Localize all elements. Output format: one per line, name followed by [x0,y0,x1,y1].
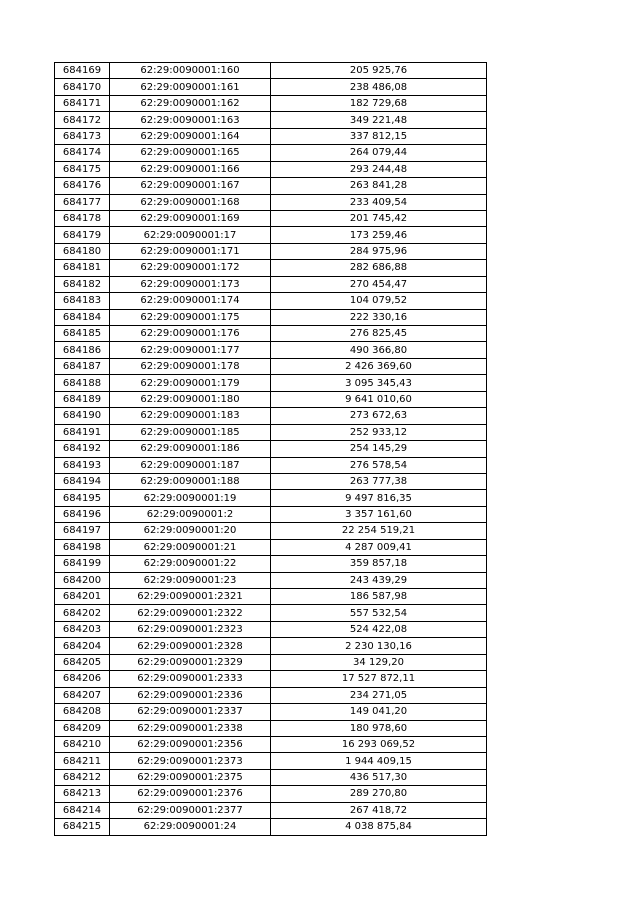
cadastral-number-cell: 62:29:0090001:2328 [110,638,271,654]
table-row [55,128,487,144]
row-number-cell: 684174 [55,145,110,161]
cadastral-number-cell: 62:29:0090001:165 [110,145,271,161]
cadastral-number-cell: 62:29:0090001:177 [110,342,271,358]
row-number-cell: 684212 [55,769,110,785]
row-number-cell: 684180 [55,243,110,259]
cadastral-number-cell: 62:29:0090001:176 [110,326,271,342]
cadastral-value-cell: 182 729,68 [271,95,487,111]
row-number-cell: 684210 [55,736,110,752]
table-row [55,786,487,802]
cadastral-value-cell: 205 925,76 [271,63,487,79]
cadastral-value-cell: 337 812,15 [271,128,487,144]
cadastral-number-cell: 62:29:0090001:180 [110,391,271,407]
table-row [55,523,487,539]
cadastral-value-cell: 149 041,20 [271,704,487,720]
cadastral-value-cell: 252 933,12 [271,424,487,440]
row-number-cell: 684169 [55,63,110,79]
cadastral-number-cell: 62:29:0090001:174 [110,293,271,309]
table-row [55,589,487,605]
cadastral-number-cell: 62:29:0090001:185 [110,424,271,440]
cadastral-value-cell: 201 745,42 [271,210,487,226]
row-number-cell: 684209 [55,720,110,736]
row-number-cell: 684201 [55,589,110,605]
table-row [55,194,487,210]
row-number-cell: 684189 [55,391,110,407]
cadastral-number-cell: 62:29:0090001:2375 [110,769,271,785]
cadastral-number-cell: 62:29:0090001:168 [110,194,271,210]
row-number-cell: 684191 [55,424,110,440]
cadastral-number-cell: 62:29:0090001:2336 [110,687,271,703]
cadastral-value-cell: 557 532,54 [271,605,487,621]
cadastral-value-table [54,62,487,836]
table-row [55,704,487,720]
table-row [55,408,487,424]
cadastral-number-cell: 62:29:0090001:167 [110,178,271,194]
cadastral-value-cell: 104 079,52 [271,293,487,309]
cadastral-value-cell: 276 578,54 [271,457,487,473]
cadastral-value-cell: 276 825,45 [271,326,487,342]
cadastral-value-cell: 186 587,98 [271,589,487,605]
table-row [55,506,487,522]
table-row [55,556,487,572]
row-number-cell: 684186 [55,342,110,358]
table-row [55,375,487,391]
cadastral-number-cell: 62:29:0090001:178 [110,358,271,374]
cadastral-number-cell: 62:29:0090001:2337 [110,704,271,720]
cadastral-number-cell: 62:29:0090001:187 [110,457,271,473]
cadastral-number-cell: 62:29:0090001:2377 [110,802,271,818]
row-number-cell: 684206 [55,671,110,687]
cadastral-value-cell: 270 454,47 [271,276,487,292]
row-number-cell: 684178 [55,210,110,226]
table-row [55,654,487,670]
row-number-cell: 684204 [55,638,110,654]
table-row [55,309,487,325]
cadastral-number-cell: 62:29:0090001:161 [110,79,271,95]
row-number-cell: 684196 [55,506,110,522]
table-row [55,802,487,818]
row-number-cell: 684171 [55,95,110,111]
table-row [55,671,487,687]
cadastral-value-cell: 436 517,30 [271,769,487,785]
cadastral-number-cell: 62:29:0090001:2338 [110,720,271,736]
row-number-cell: 684211 [55,753,110,769]
row-number-cell: 684190 [55,408,110,424]
table-row [55,293,487,309]
row-number-cell: 684205 [55,654,110,670]
row-number-cell: 684177 [55,194,110,210]
table-row [55,95,487,111]
row-number-cell: 684170 [55,79,110,95]
cadastral-value-cell: 273 672,63 [271,408,487,424]
cadastral-number-cell: 62:29:0090001:2323 [110,621,271,637]
cadastral-value-cell: 267 418,72 [271,802,487,818]
table-row [55,473,487,489]
table-row [55,227,487,243]
cadastral-number-cell: 62:29:0090001:171 [110,243,271,259]
cadastral-value-cell: 238 486,08 [271,79,487,95]
cadastral-value-cell: 16 293 069,52 [271,736,487,752]
cadastral-number-cell: 62:29:0090001:172 [110,260,271,276]
cadastral-value-cell: 17 527 872,11 [271,671,487,687]
table-row [55,687,487,703]
cadastral-value-cell: 284 975,96 [271,243,487,259]
row-number-cell: 684173 [55,128,110,144]
table-row [55,753,487,769]
table-row [55,457,487,473]
cadastral-value-cell: 263 841,28 [271,178,487,194]
cadastral-number-cell: 62:29:0090001:24 [110,819,271,835]
row-number-cell: 684176 [55,178,110,194]
cadastral-number-cell: 62:29:0090001:22 [110,556,271,572]
cadastral-value-cell: 359 857,18 [271,556,487,572]
cadastral-value-cell: 222 330,16 [271,309,487,325]
cadastral-number-cell: 62:29:0090001:19 [110,490,271,506]
row-number-cell: 684213 [55,786,110,802]
row-number-cell: 684197 [55,523,110,539]
row-number-cell: 684215 [55,819,110,835]
row-number-cell: 684193 [55,457,110,473]
table-row [55,63,487,79]
cadastral-value-cell: 263 777,38 [271,473,487,489]
cadastral-value-cell: 254 145,29 [271,441,487,457]
cadastral-value-cell: 282 686,88 [271,260,487,276]
row-number-cell: 684202 [55,605,110,621]
cadastral-value-cell: 4 038 875,84 [271,819,487,835]
cadastral-value-cell: 349 221,48 [271,112,487,128]
table-row [55,243,487,259]
table-row [55,112,487,128]
table-body [55,63,487,836]
row-number-cell: 684203 [55,621,110,637]
cadastral-number-cell: 62:29:0090001:2 [110,506,271,522]
cadastral-value-cell: 243 439,29 [271,572,487,588]
cadastral-value-cell: 234 271,05 [271,687,487,703]
cadastral-number-cell: 62:29:0090001:23 [110,572,271,588]
table-row [55,178,487,194]
cadastral-value-cell: 2 426 369,60 [271,358,487,374]
cadastral-number-cell: 62:29:0090001:164 [110,128,271,144]
cadastral-number-cell: 62:29:0090001:2373 [110,753,271,769]
cadastral-number-cell: 62:29:0090001:186 [110,441,271,457]
table-row [55,358,487,374]
table-row [55,210,487,226]
row-number-cell: 684192 [55,441,110,457]
cadastral-value-cell: 293 244,48 [271,161,487,177]
table-row [55,490,487,506]
row-number-cell: 684200 [55,572,110,588]
cadastral-number-cell: 62:29:0090001:17 [110,227,271,243]
table-row [55,145,487,161]
cadastral-value-cell: 264 079,44 [271,145,487,161]
table-row [55,539,487,555]
row-number-cell: 684184 [55,309,110,325]
row-number-cell: 684181 [55,260,110,276]
cadastral-number-cell: 62:29:0090001:2322 [110,605,271,621]
row-number-cell: 684214 [55,802,110,818]
row-number-cell: 684182 [55,276,110,292]
row-number-cell: 684199 [55,556,110,572]
table-row [55,161,487,177]
table-row [55,260,487,276]
table-row [55,736,487,752]
row-number-cell: 684172 [55,112,110,128]
table-row [55,819,487,835]
cadastral-value-cell: 524 422,08 [271,621,487,637]
table-row [55,79,487,95]
cadastral-value-cell: 180 978,60 [271,720,487,736]
cadastral-value-cell: 9 641 010,60 [271,391,487,407]
cadastral-number-cell: 62:29:0090001:160 [110,63,271,79]
cadastral-number-cell: 62:29:0090001:2321 [110,589,271,605]
table-row [55,326,487,342]
cadastral-number-cell: 62:29:0090001:21 [110,539,271,555]
cadastral-value-cell: 173 259,46 [271,227,487,243]
cadastral-value-cell: 22 254 519,21 [271,523,487,539]
cadastral-value-cell: 9 497 816,35 [271,490,487,506]
row-number-cell: 684187 [55,358,110,374]
cadastral-number-cell: 62:29:0090001:2333 [110,671,271,687]
cadastral-number-cell: 62:29:0090001:2329 [110,654,271,670]
table-row [55,342,487,358]
row-number-cell: 684198 [55,539,110,555]
row-number-cell: 684208 [55,704,110,720]
table-row [55,769,487,785]
cadastral-number-cell: 62:29:0090001:2376 [110,786,271,802]
table-row [55,424,487,440]
table-row [55,441,487,457]
cadastral-number-cell: 62:29:0090001:188 [110,473,271,489]
row-number-cell: 684183 [55,293,110,309]
cadastral-number-cell: 62:29:0090001:183 [110,408,271,424]
cadastral-number-cell: 62:29:0090001:173 [110,276,271,292]
table-row [55,276,487,292]
row-number-cell: 684207 [55,687,110,703]
row-number-cell: 684188 [55,375,110,391]
cadastral-value-cell: 4 287 009,41 [271,539,487,555]
cadastral-number-cell: 62:29:0090001:169 [110,210,271,226]
cadastral-number-cell: 62:29:0090001:162 [110,95,271,111]
row-number-cell: 684185 [55,326,110,342]
cadastral-number-cell: 62:29:0090001:166 [110,161,271,177]
cadastral-value-cell: 3 357 161,60 [271,506,487,522]
cadastral-value-cell: 2 230 130,16 [271,638,487,654]
cadastral-value-cell: 289 270,80 [271,786,487,802]
cadastral-value-cell: 490 366,80 [271,342,487,358]
cadastral-value-cell: 34 129,20 [271,654,487,670]
row-number-cell: 684195 [55,490,110,506]
cadastral-number-cell: 62:29:0090001:175 [110,309,271,325]
table-row [55,391,487,407]
row-number-cell: 684194 [55,473,110,489]
cadastral-number-cell: 62:29:0090001:20 [110,523,271,539]
table-row [55,720,487,736]
cadastral-value-cell: 233 409,54 [271,194,487,210]
cadastral-number-cell: 62:29:0090001:179 [110,375,271,391]
cadastral-value-cell: 3 095 345,43 [271,375,487,391]
table-row [55,572,487,588]
cadastral-number-cell: 62:29:0090001:2356 [110,736,271,752]
row-number-cell: 684179 [55,227,110,243]
cadastral-value-cell: 1 944 409,15 [271,753,487,769]
cadastral-number-cell: 62:29:0090001:163 [110,112,271,128]
table-row [55,638,487,654]
table-row [55,621,487,637]
row-number-cell: 684175 [55,161,110,177]
table-row [55,605,487,621]
